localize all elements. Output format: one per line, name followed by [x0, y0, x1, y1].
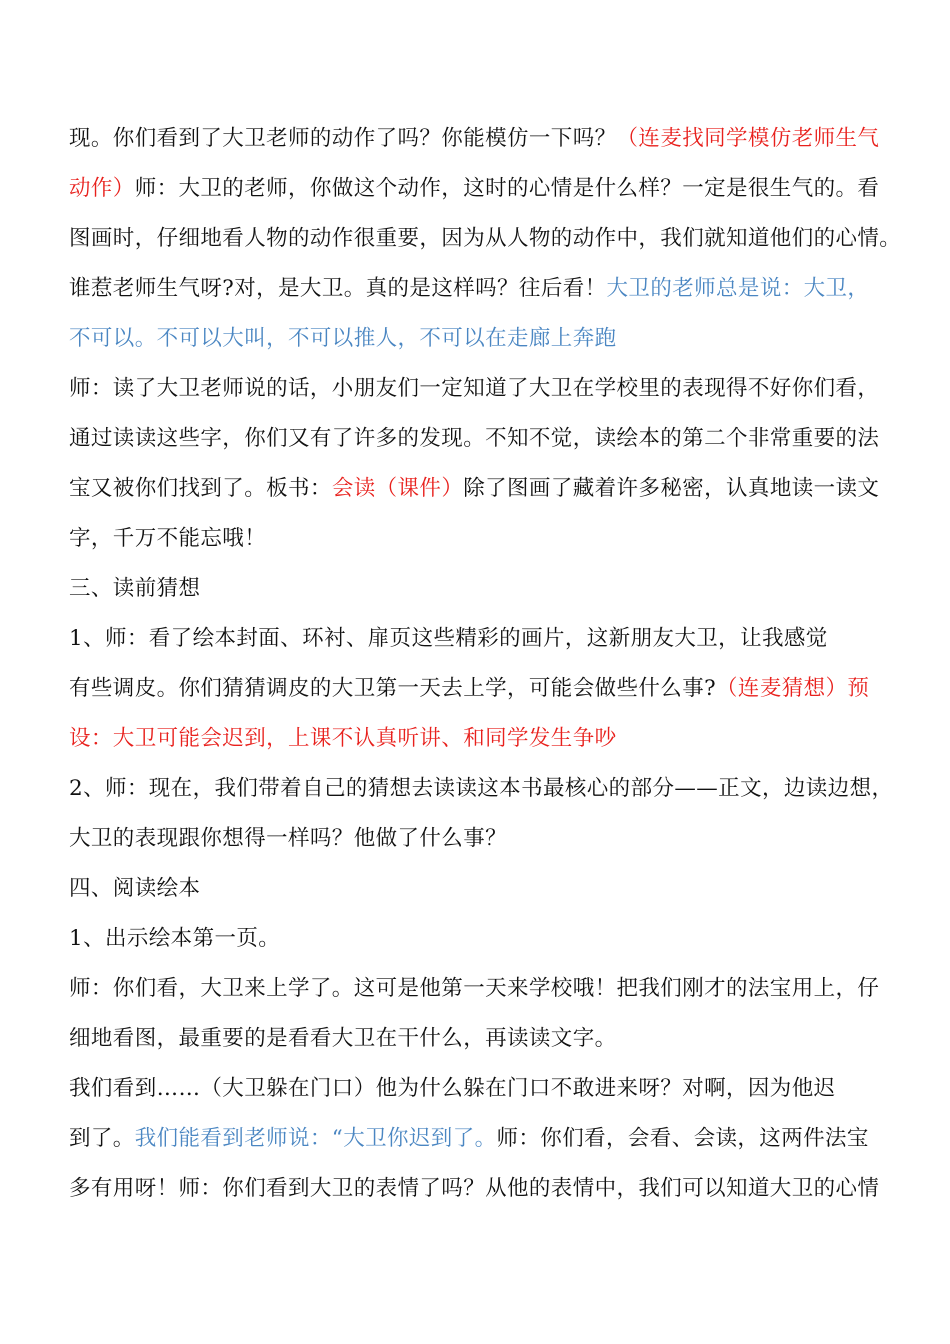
text-run: 除了图画了藏着许多秘密，认真地读一读文	[463, 476, 880, 501]
text-run-red: （连麦猜想）预	[716, 676, 870, 701]
text-run: 多有用呀！师：你们看到大卫的表情了吗？从他的表情中，我们可以知道大卫的心情	[69, 1176, 880, 1201]
text-line	[69, 674, 869, 704]
text-line	[69, 324, 617, 354]
text-run: 1、出示绘本第一页。	[69, 926, 281, 951]
text-line	[69, 774, 893, 804]
text-line	[69, 374, 879, 404]
text-run-red: 动作）	[69, 176, 135, 201]
text-line	[69, 924, 280, 954]
text-line	[69, 824, 507, 854]
text-line	[69, 524, 266, 554]
text-run: 谁惹老师生气呀?对，是大卫。真的是这样吗？往后看！	[69, 276, 607, 301]
text-run: 大卫的表现跟你想得一样吗？他做了什么事？	[69, 826, 508, 851]
text-line	[69, 1124, 869, 1154]
text-run: 我们看到……（大卫躲在门口）他为什么躲在门口不敢进来呀？对啊，因为他迟	[69, 1076, 836, 1101]
text-line	[69, 274, 869, 304]
text-line	[69, 474, 879, 504]
section-heading	[69, 574, 200, 604]
text-line	[69, 724, 617, 754]
text-run-blue: 大卫的老师总是说：大卫，	[606, 276, 870, 301]
text-run: 三、读前猜想	[69, 576, 201, 601]
text-line	[69, 174, 879, 204]
text-run: 字，千万不能忘哦！	[69, 526, 267, 551]
text-run-red: （连麦找同学模仿老师生气	[616, 126, 880, 151]
text-line	[69, 124, 879, 154]
text-line	[69, 424, 879, 454]
text-run: 师：读了大卫老师说的话，小朋友们一定知道了大卫在学校里的表现得不好你们看，	[69, 376, 880, 401]
text-line	[69, 624, 828, 654]
text-run: 师：大卫的老师，你做这个动作，这时的心情是什么样？一定是很生气的。看	[134, 176, 880, 201]
text-run: 有些调皮。你们猜猜调皮的大卫第一天去上学，可能会做些什么事?	[69, 676, 717, 701]
text-line	[69, 1074, 836, 1104]
text-run: 细地看图，最重要的是看看大卫在干什么，再读读文字。	[69, 1026, 617, 1051]
section-heading	[69, 874, 200, 904]
text-line	[69, 974, 879, 1004]
text-run-red: 会读（课件）	[331, 476, 464, 501]
text-line	[69, 1174, 879, 1204]
text-run-red: 设：大卫可能会迟到，上课不认真听讲、和同学发生争吵	[69, 726, 617, 751]
text-line	[69, 1024, 617, 1054]
text-run: 师：你们看，会看、会读，这两件法宝	[496, 1126, 869, 1151]
text-run: 四、阅读绘本	[69, 876, 201, 901]
text-run: 宝又被你们找到了。板书：	[69, 476, 332, 501]
text-run-blue: 我们能看到老师说：“大卫你迟到了。	[134, 1126, 497, 1151]
text-run: 2、师：现在，我们带着自己的猜想去读读这本书最核心的部分——正文，边读边想，	[69, 776, 894, 801]
text-run: 师：你们看，大卫来上学了。这可是他第一天来学校哦！把我们刚才的法宝用上，仔	[69, 976, 880, 1001]
text-run: 通过读读这些字，你们又有了许多的发现。不知不觉，读绘本的第二个非常重要的法	[69, 426, 880, 451]
text-run: 到了。	[69, 1126, 135, 1151]
text-run-blue: 不可以。不可以大叫，不可以推人，不可以在走廊上奔跑	[69, 326, 617, 351]
text-run: 现。你们看到了大卫老师的动作了吗？你能模仿一下吗？	[69, 126, 617, 151]
text-run: 图画时，仔细地看人物的动作很重要，因为从人物的动作中，我们就知道他们的心情。	[69, 226, 902, 251]
text-line	[69, 224, 901, 254]
text-run: 1、师：看了绘本封面、环衬、扉页这些精彩的画片，这新朋友大卫，让我感觉	[69, 626, 828, 651]
